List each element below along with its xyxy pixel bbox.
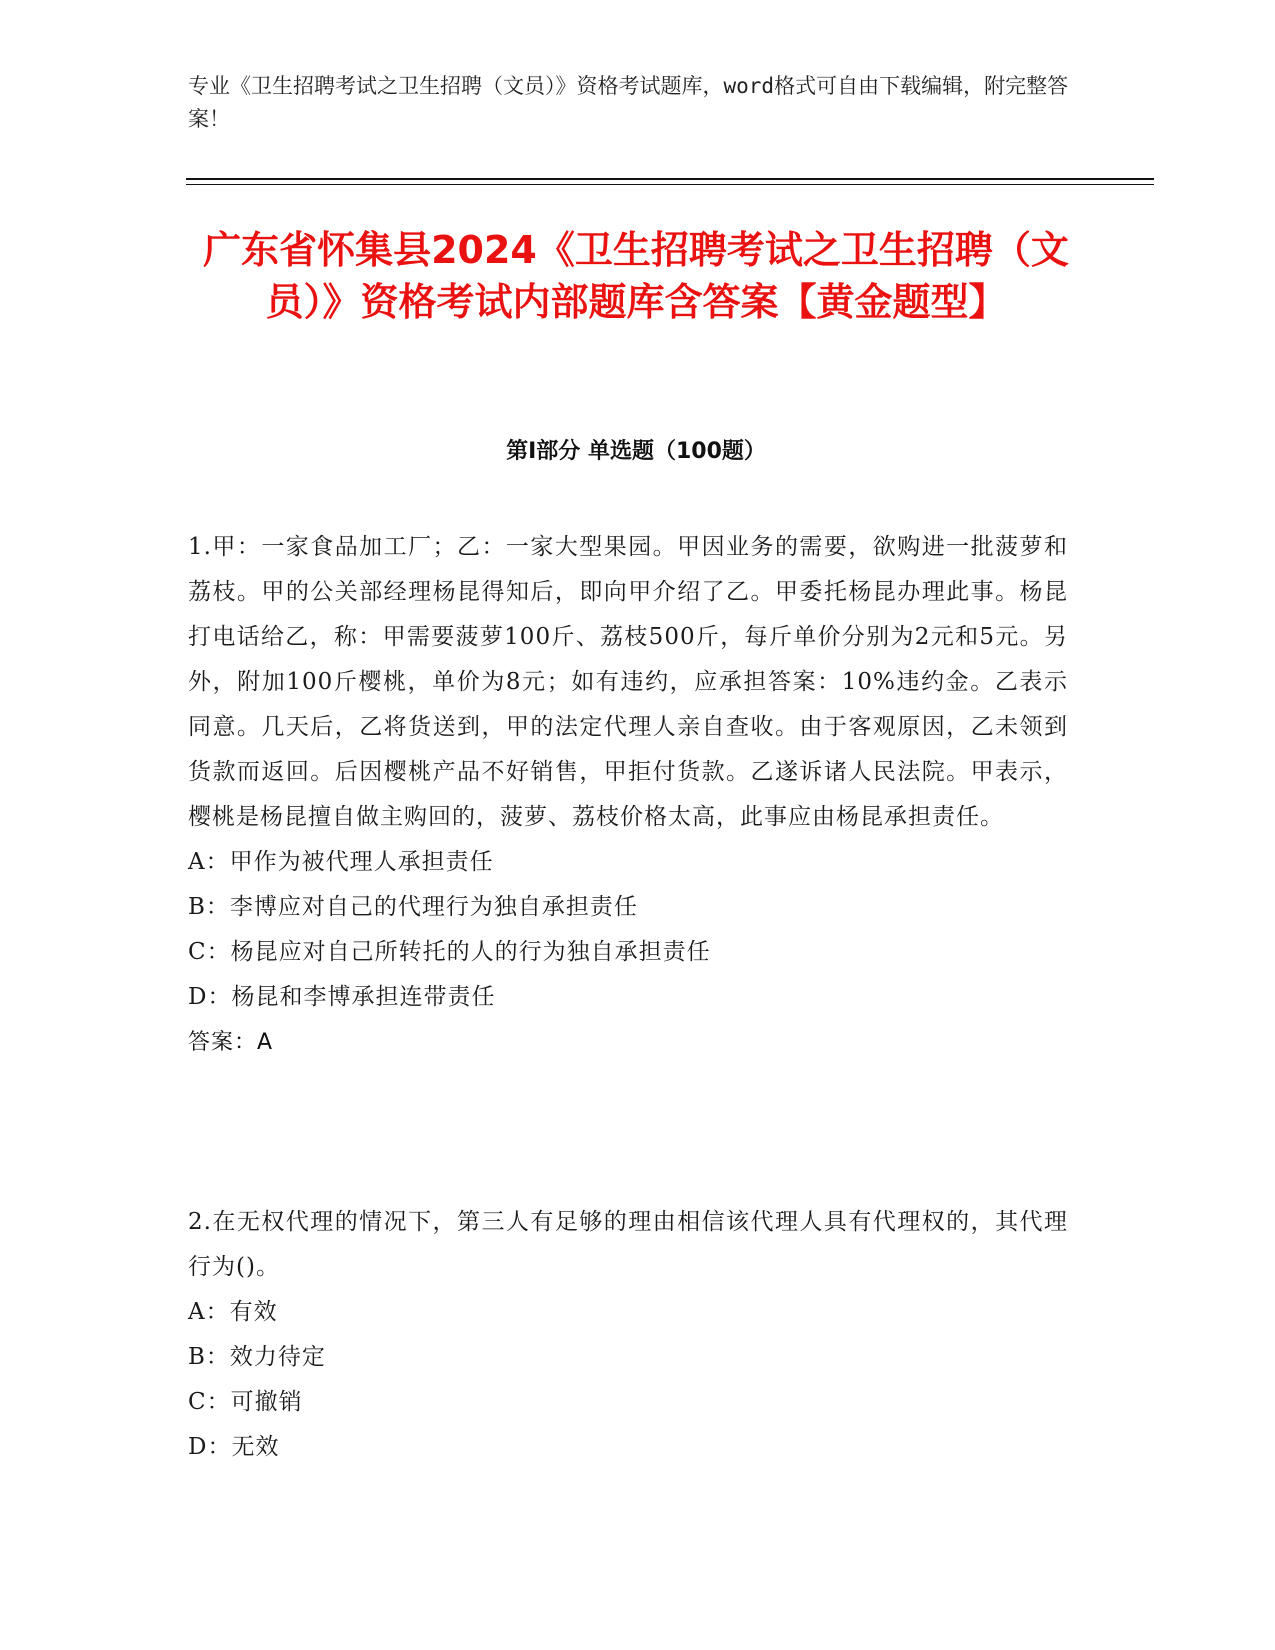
option-d: D：无效	[188, 1434, 280, 1460]
question-stem: 2.在无权代理的情况下，第三人有足够的理由相信该代理人具有代理权的，其代理行为()。	[188, 1209, 1068, 1280]
header-note: 专业《卫生招聘考试之卫生招聘（文员）》资格考试题库，word格式可自由下载编辑，附完整答案！	[188, 74, 1069, 131]
header-divider-thick	[186, 178, 1154, 180]
option-c: C：可撤销	[188, 1389, 303, 1415]
question-2	[188, 1200, 1068, 1470]
header-divider-thin	[186, 184, 1154, 185]
option-a: A：甲作为被代理人承担责任	[188, 849, 494, 875]
answer-text: 答案：A	[188, 1030, 274, 1055]
option-c: C：杨昆应对自己所转托的人的行为独自承担责任	[188, 939, 711, 965]
document-title: 广东省怀集县2024《卫生招聘考试之卫生招聘（文员）》资格考试内部题库含答案【黄金题型】	[203, 228, 1069, 324]
question-stem: 1.甲：一家食品加工厂；乙：一家大型果园。甲因业务的需要，欲购进一批菠萝和荔枝。甲的公关部经理杨昆得知后，即向甲介绍了乙。甲委托杨昆办理此事。杨昆打电话给乙，称：甲需要菠萝100斤、荔枝500斤，每斤单价分别为2元和5元。另外，附加100斤樱桃，单价为8元；如有违约，应承担答案：10%违约金。乙表示同意。几天后，乙将货送到，甲的法定代理人亲自查收。由于客观原因，乙未领到货款而返回。后因樱桃产品不好销售，甲拒付货款。乙遂诉诸人民法院。甲表示，樱桃是杨昆擅自做主购回的，菠萝、荔枝价格太高，此事应由杨昆承担责任。	[188, 534, 1068, 830]
option-b: B：李博应对自己的代理行为独自承担责任	[188, 894, 638, 920]
question-1	[188, 525, 1068, 1065]
option-a: A：有效	[188, 1299, 278, 1325]
option-d: D：杨昆和李博承担连带责任	[188, 984, 496, 1010]
section-title: 第I部分 单选题（100题）	[506, 439, 766, 464]
option-b: B：效力待定	[188, 1344, 326, 1370]
